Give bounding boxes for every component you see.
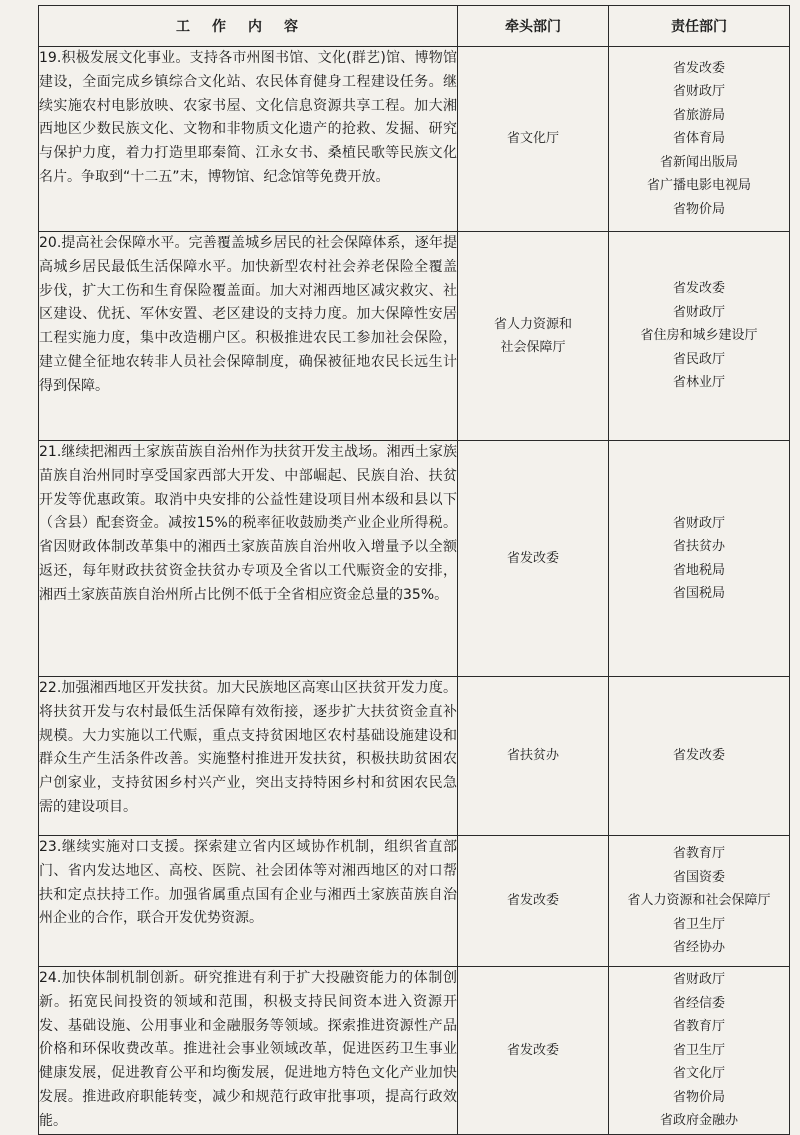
- resp-dept-name: 省物价局: [672, 201, 725, 217]
- resp-dept-name: 省住房和城乡建设厅: [640, 328, 758, 344]
- resp-dept-cell: [609, 441, 790, 677]
- lead-dept-name: 省发改委: [506, 1042, 559, 1058]
- resp-dept-name: 省发改委: [672, 748, 725, 764]
- lead-dept-name: 省发改委: [506, 550, 559, 566]
- work-content-cell: 24.加快体制机制创新。研究推进有利于扩大投融资能力的体制创新。拓宽民间投资的领域和范围，积极支持民间资本进入资源开发、基础设施、公用事业和金融服务等领域。探索推进资源性产品价格和环保收费改革。推进社会事业领域改革，促进医药卫生事业健康发展，促进教育公平和均衡发展，促进地方特色文化产业加快发展。推进政府职能转变，减少和规范行政审批事项，提高行政效能。: [39, 967, 458, 1135]
- lead-dept-name: 省扶贫办: [506, 748, 559, 764]
- work-content-cell: 21.继续把湘西土家族苗族自治州作为扶贫开发主战场。湘西土家族苗族自治州同时享受国家西部大开发、中部崛起、民族自治、扶贫开发等优惠政策。取消中央安排的公益性建设项目州本级和县以下（含县）配套资金。减按15%的税率征收鼓励类产业企业所得税。省因财政体制改革集中的湘西土家族苗族自治州收入增量予以全额返还，每年财政扶贫资金扶贫办专项及全省以工代赈资金的安排，湘西土家族苗族自治州所占比例不低于全省相应资金总量的35%。: [39, 441, 458, 677]
- table-row: [39, 836, 790, 967]
- lead-dept-name: 省文化厅: [506, 131, 559, 147]
- header-resp-dept: 责任部门: [609, 6, 790, 47]
- work-content-cell: 19.积极发展文化事业。支持各市州图书馆、文化(群艺)馆、博物馆建设，全面完成乡镇综合文化站、农民体育健身工程建设任务。继续实施农村电影放映、农家书屋、文化信息资源共享工程。加大湘西地区少数民族文化、文物和非物质文化遗产的抢救、发掘、研究与保护力度，着力打造里耶秦简、江永女书、桑植民歌等民族文化名片。争取到“十二五”末，博物馆、纪念馆等免费开放。: [39, 47, 458, 232]
- table-row: [39, 232, 790, 441]
- task-table: [38, 5, 790, 1135]
- table-row: [39, 47, 790, 232]
- work-content-cell: 22.加强湘西地区开发扶贫。加大民族地区高寒山区扶贫开发力度。将扶贫开发与农村最低生活保障有效衔接，逐步扩大扶贫资金直补规模。大力实施以工代赈，重点支持贫困地区农村基础设施建设和群众生产生活条件改善。实施整村推进开发扶贫，积极扶助贫困农户创家业，支持贫困乡村兴产业，突出支持特困乡村和贫困农民急需的建设项目。: [39, 677, 458, 836]
- lead-dept-cell: [458, 967, 609, 1135]
- resp-dept-name: 省旅游局: [672, 107, 725, 123]
- resp-dept-name: 省教育厅: [672, 846, 725, 862]
- resp-dept-name: 省体育局: [672, 131, 725, 147]
- resp-dept-name: 省财政厅: [672, 515, 725, 531]
- resp-dept-cell: [609, 836, 790, 967]
- resp-dept-name: 省扶贫办: [672, 539, 725, 554]
- resp-dept-name: 省政府金融办: [659, 1113, 738, 1129]
- table-row: [39, 441, 790, 677]
- resp-dept-name: 省财政厅: [672, 972, 725, 988]
- table-row: [39, 677, 790, 836]
- resp-dept-name: 省发改委: [672, 60, 725, 76]
- resp-dept-name: 省国税局: [672, 586, 725, 601]
- table-row: [39, 967, 790, 1135]
- resp-dept-name: 省卫生厅: [672, 916, 725, 932]
- resp-dept-name: 省林业厅: [672, 375, 725, 391]
- lead-dept-cell: [458, 836, 609, 967]
- lead-dept-cell: [458, 677, 609, 836]
- resp-dept-name: 省国资委: [672, 869, 725, 885]
- lead-dept-cell: [458, 47, 609, 232]
- resp-dept-name: 省广播电影电视局: [646, 178, 751, 194]
- resp-dept-name: 省财政厅: [672, 84, 725, 100]
- header-content: 工作内容: [39, 6, 458, 47]
- resp-dept-name: 省财政厅: [672, 304, 725, 320]
- lead-dept-name: 省发改委: [506, 893, 559, 909]
- resp-dept-name: 省地税局: [672, 562, 725, 578]
- resp-dept-name: 省新闻出版局: [659, 154, 738, 170]
- header-lead-dept: 牵头部门: [458, 6, 609, 47]
- work-content-cell: 23.继续实施对口支援。探索建立省内区域协作机制，组织省直部门、省内发达地区、高校、医院、社会团体等对湘西地区的对口帮扶和定点扶持工作。加强省属重点国有企业与湘西土家族苗族自治州企业的合作，联合开发优势资源。: [39, 836, 458, 967]
- lead-dept-name: 省人力资源和: [493, 316, 572, 332]
- work-content-cell: 20.提高社会保障水平。完善覆盖城乡居民的社会保障体系，逐年提高城乡居民最低生活保障水平。加快新型农村社会养老保险全覆盖步伐，扩大工伤和生育保险覆盖面。加大对湘西地区减灾救灾、社区建设、优抚、军休安置、老区建设的支持力度。加大保障性安居工程实施力度，集中改造棚户区。积极推进农民工参加社会保险，建立健全征地农转非人员社会保障制度，确保被征地农民长远生计得到保障。: [39, 232, 458, 441]
- resp-dept-cell: [609, 677, 790, 836]
- resp-dept-cell: [609, 967, 790, 1135]
- resp-dept-cell: [609, 47, 790, 232]
- resp-dept-name: 省经协办: [672, 940, 725, 956]
- lead-dept-cell: [458, 441, 609, 677]
- table-header-row: [39, 6, 790, 47]
- resp-dept-name: 省物价局: [672, 1089, 725, 1105]
- lead-dept-cell: [458, 232, 609, 441]
- resp-dept-name: 省民政厅: [672, 351, 725, 367]
- resp-dept-name: 省经信委: [672, 995, 725, 1011]
- resp-dept-name: 省卫生厅: [672, 1042, 725, 1058]
- resp-dept-cell: [609, 232, 790, 441]
- document-page: [38, 5, 789, 1129]
- resp-dept-name: 省人力资源和社会保障厅: [627, 893, 771, 909]
- lead-dept-name: 社会保障厅: [500, 340, 566, 355]
- resp-dept-name: 省文化厅: [672, 1066, 725, 1082]
- resp-dept-name: 省教育厅: [672, 1019, 725, 1035]
- resp-dept-name: 省发改委: [672, 281, 725, 297]
